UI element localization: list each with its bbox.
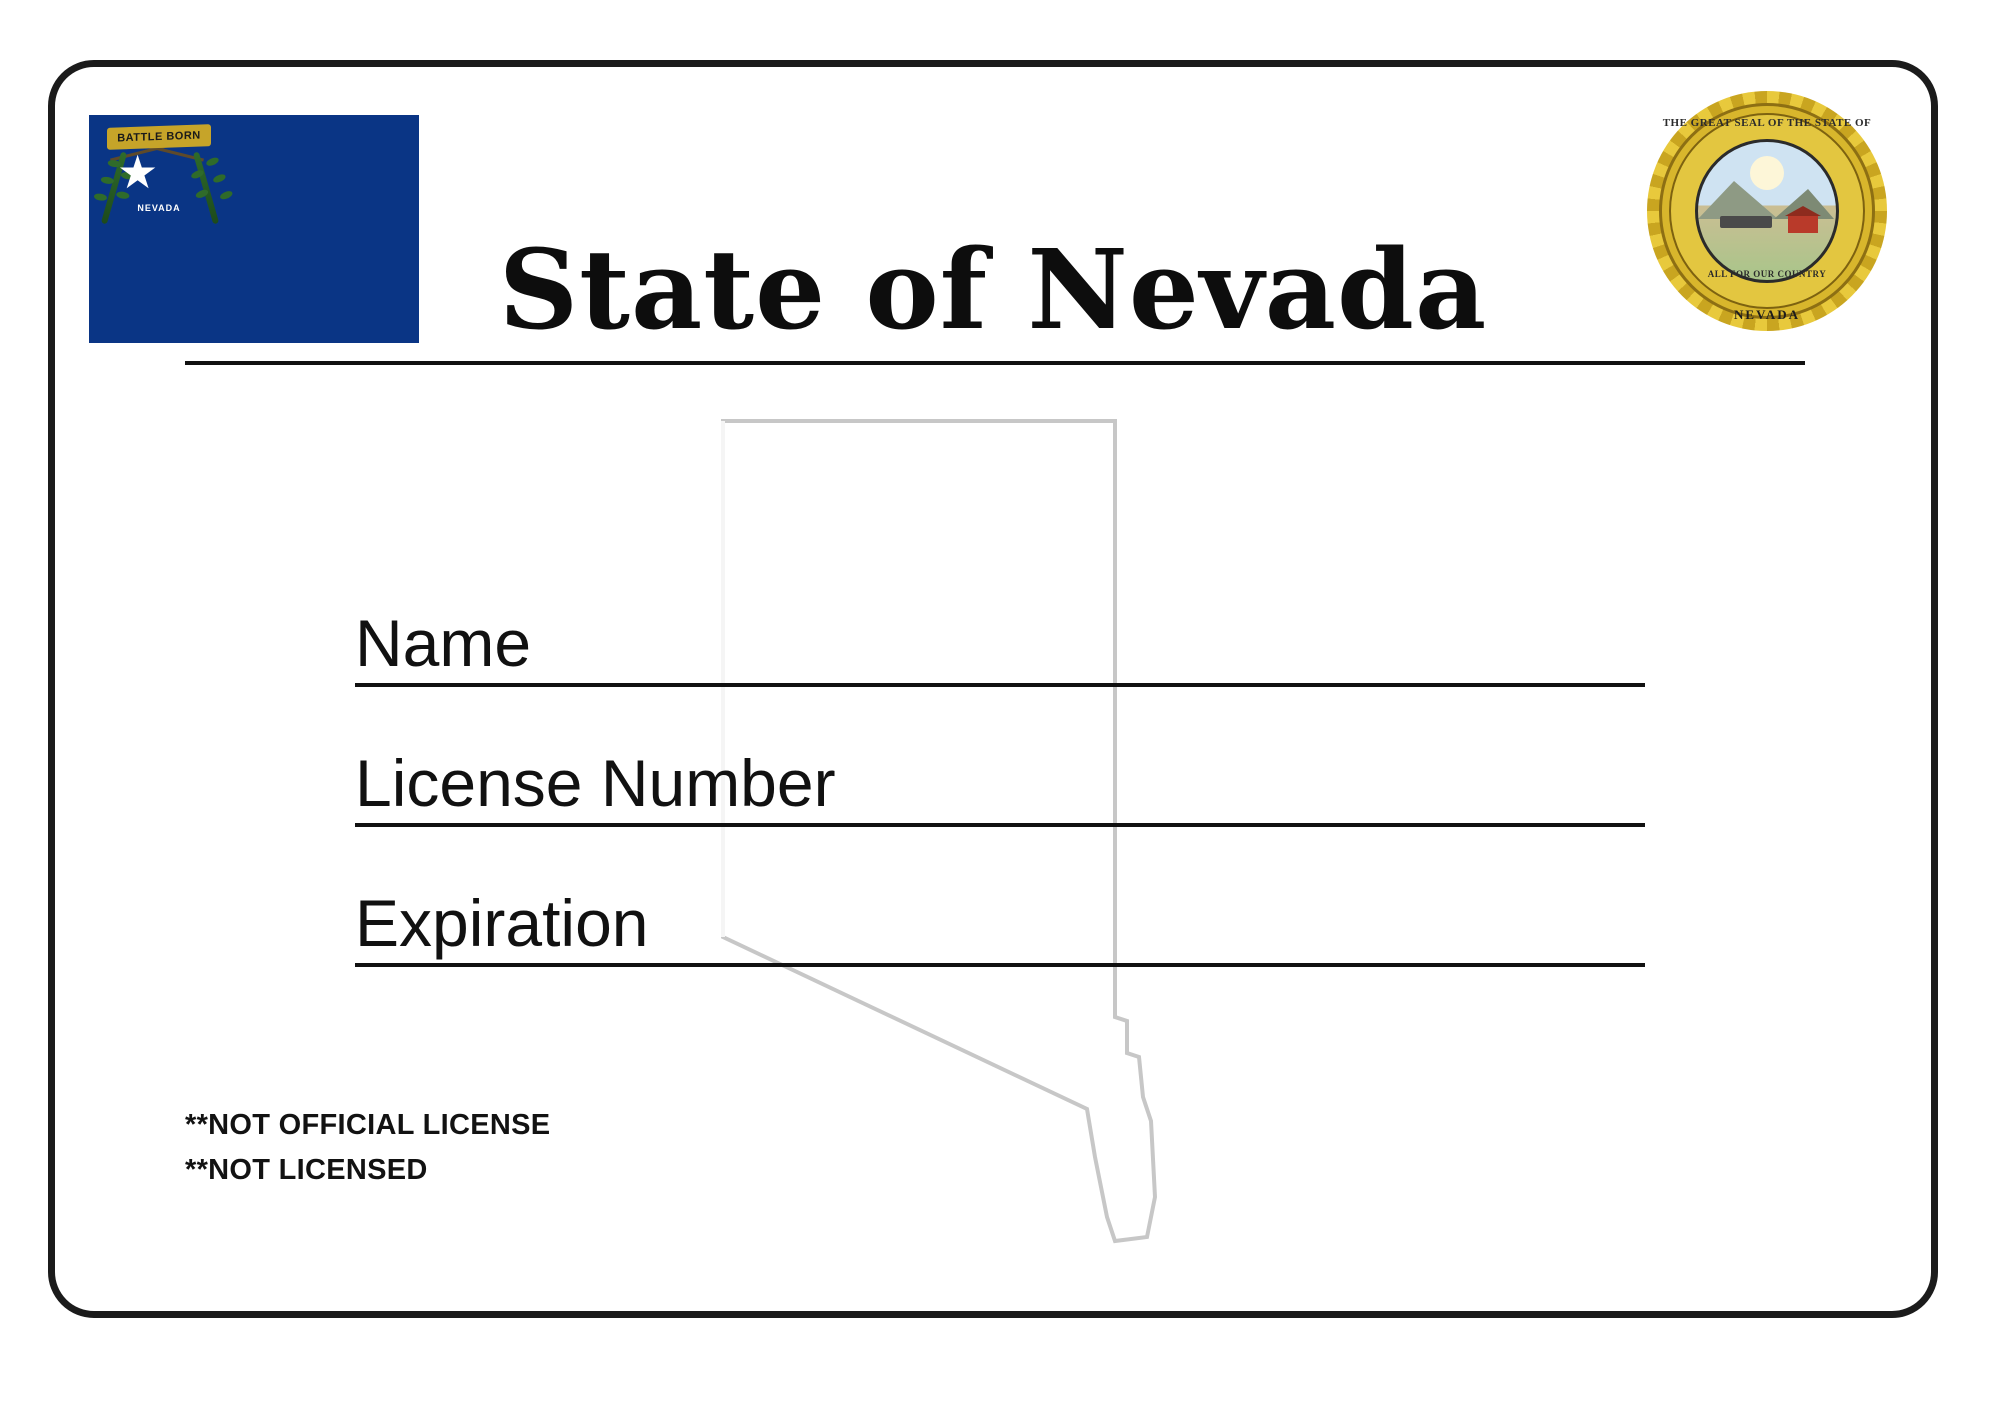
disclaimer (185, 1103, 550, 1193)
seal-motto-text: ALL FOR OUR COUNTRY (1707, 269, 1827, 279)
train-icon (1720, 216, 1772, 228)
title-divider (185, 361, 1805, 365)
field-license-number[interactable] (355, 747, 1645, 827)
field-name[interactable] (355, 607, 1645, 687)
seal-top-text: THE GREAT SEAL OF THE STATE OF (1662, 117, 1872, 129)
field-expiration-line (355, 963, 1645, 967)
battle-born-text: BATTLE BORN (117, 129, 201, 145)
page-title: State of Nevada (498, 225, 1488, 354)
nevada-state-map-outline (715, 417, 1295, 1257)
field-license-number-line (355, 823, 1645, 827)
seal-state-name: NEVADA (1734, 307, 1800, 322)
flag-canton-emblem (95, 121, 217, 233)
mountain-icon (1698, 181, 1778, 219)
field-expiration-label: Expiration (355, 886, 649, 960)
disclaimer-line-1: **NOT OFFICIAL LICENSE (185, 1109, 551, 1141)
disclaimer-line-2: **NOT LICENSED (185, 1154, 428, 1186)
field-name-label: Name (355, 606, 532, 680)
flag-state-text: NEVADA (137, 203, 181, 213)
license-card (48, 60, 1938, 1318)
sagebrush-icon (193, 152, 219, 225)
field-license-number-label: License Number (355, 746, 836, 820)
field-name-line (355, 683, 1645, 687)
field-expiration[interactable] (355, 887, 1645, 967)
mill-building-icon (1788, 215, 1818, 233)
